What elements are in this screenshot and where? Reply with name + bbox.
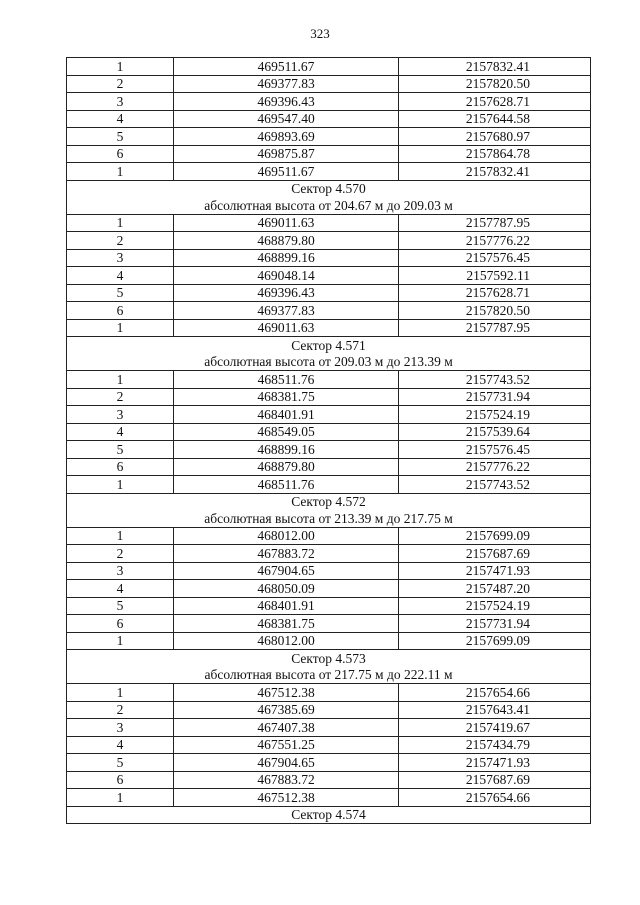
point-number: 4 xyxy=(67,423,174,441)
coordinate-y: 2157680.97 xyxy=(399,128,591,146)
sector-altitude-row xyxy=(67,510,591,527)
coordinate-y: 2157820.50 xyxy=(399,75,591,93)
point-number: 1 xyxy=(67,319,174,337)
point-number: 1 xyxy=(67,58,174,76)
coordinate-y: 2157524.19 xyxy=(399,406,591,424)
coordinate-x: 469377.83 xyxy=(174,75,399,93)
table-row xyxy=(67,93,591,111)
table-row xyxy=(67,406,591,424)
table-row xyxy=(67,562,591,580)
point-number: 3 xyxy=(67,406,174,424)
coordinate-x: 469011.63 xyxy=(174,214,399,232)
coordinate-y: 2157687.69 xyxy=(399,545,591,563)
coordinate-y: 2157628.71 xyxy=(399,93,591,111)
sector-title: Сектор 4.573 xyxy=(67,650,591,667)
coordinate-x: 468012.00 xyxy=(174,632,399,650)
point-number: 6 xyxy=(67,771,174,789)
coordinate-x: 469875.87 xyxy=(174,145,399,163)
sector-altitude-row xyxy=(67,667,591,684)
coordinate-x: 467512.38 xyxy=(174,684,399,702)
coordinate-y: 2157576.45 xyxy=(399,249,591,267)
point-number: 4 xyxy=(67,736,174,754)
point-number: 4 xyxy=(67,267,174,285)
point-number: 3 xyxy=(67,562,174,580)
coordinate-x: 468879.80 xyxy=(174,232,399,250)
coordinate-x: 469893.69 xyxy=(174,128,399,146)
point-number: 6 xyxy=(67,302,174,320)
coordinate-y: 2157471.93 xyxy=(399,562,591,580)
table-row xyxy=(67,701,591,719)
point-number: 5 xyxy=(67,441,174,459)
sector-title: Сектор 4.574 xyxy=(67,806,591,824)
coordinate-y: 2157787.95 xyxy=(399,319,591,337)
table-row xyxy=(67,441,591,459)
coordinate-y: 2157787.95 xyxy=(399,214,591,232)
coordinate-y: 2157643.41 xyxy=(399,701,591,719)
table-row xyxy=(67,423,591,441)
point-number: 2 xyxy=(67,701,174,719)
table-row xyxy=(67,754,591,772)
coordinate-y: 2157832.41 xyxy=(399,163,591,181)
point-number: 5 xyxy=(67,128,174,146)
coordinate-y: 2157576.45 xyxy=(399,441,591,459)
coordinate-y: 2157628.71 xyxy=(399,284,591,302)
table-row xyxy=(67,267,591,285)
sector-altitude: абсолютная высота от 209.03 м до 213.39 м xyxy=(67,354,591,371)
table-row xyxy=(67,249,591,267)
coordinate-x: 467512.38 xyxy=(174,789,399,807)
coordinate-y: 2157524.19 xyxy=(399,597,591,615)
coordinate-x: 468050.09 xyxy=(174,580,399,598)
coordinate-x: 468381.75 xyxy=(174,615,399,633)
sector-altitude: абсолютная высота от 213.39 м до 217.75 м xyxy=(67,510,591,527)
table-row xyxy=(67,476,591,494)
coordinate-x: 468899.16 xyxy=(174,249,399,267)
table-row xyxy=(67,580,591,598)
table-row xyxy=(67,232,591,250)
point-number: 5 xyxy=(67,754,174,772)
point-number: 5 xyxy=(67,597,174,615)
table-row xyxy=(67,58,591,76)
point-number: 3 xyxy=(67,93,174,111)
point-number: 1 xyxy=(67,163,174,181)
coordinate-x: 468511.76 xyxy=(174,476,399,494)
table-row xyxy=(67,319,591,337)
table-row xyxy=(67,75,591,93)
table-row xyxy=(67,597,591,615)
coordinate-y: 2157644.58 xyxy=(399,110,591,128)
coordinate-y: 2157539.64 xyxy=(399,423,591,441)
table-row xyxy=(67,771,591,789)
coordinate-y: 2157731.94 xyxy=(399,388,591,406)
table-row xyxy=(67,789,591,807)
point-number: 1 xyxy=(67,214,174,232)
sector-title-row xyxy=(67,180,591,197)
coordinate-x: 469048.14 xyxy=(174,267,399,285)
table-row xyxy=(67,145,591,163)
coordinates-table-body xyxy=(67,58,591,824)
table-row xyxy=(67,214,591,232)
point-number: 5 xyxy=(67,284,174,302)
table-row xyxy=(67,110,591,128)
table-row xyxy=(67,371,591,389)
coordinate-x: 467385.69 xyxy=(174,701,399,719)
coordinate-y: 2157832.41 xyxy=(399,58,591,76)
coordinate-x: 468012.00 xyxy=(174,527,399,545)
coordinate-x: 469547.40 xyxy=(174,110,399,128)
sector-title-row xyxy=(67,806,591,824)
coordinate-x: 469511.67 xyxy=(174,58,399,76)
point-number: 2 xyxy=(67,388,174,406)
table-row xyxy=(67,163,591,181)
point-number: 4 xyxy=(67,580,174,598)
coordinate-y: 2157864.78 xyxy=(399,145,591,163)
point-number: 6 xyxy=(67,145,174,163)
coordinate-y: 2157687.69 xyxy=(399,771,591,789)
coordinate-y: 2157654.66 xyxy=(399,789,591,807)
table-row xyxy=(67,128,591,146)
sector-title: Сектор 4.572 xyxy=(67,493,591,510)
sector-title-row xyxy=(67,650,591,667)
sector-title-row xyxy=(67,493,591,510)
coordinate-x: 469011.63 xyxy=(174,319,399,337)
coordinate-x: 468549.05 xyxy=(174,423,399,441)
table-row xyxy=(67,458,591,476)
coordinate-x: 468511.76 xyxy=(174,371,399,389)
coordinate-y: 2157776.22 xyxy=(399,458,591,476)
table-row xyxy=(67,615,591,633)
coordinate-x: 468401.91 xyxy=(174,406,399,424)
coordinate-x: 467904.65 xyxy=(174,754,399,772)
table-row xyxy=(67,527,591,545)
coordinate-y: 2157699.09 xyxy=(399,527,591,545)
sector-altitude: абсолютная высота от 204.67 м до 209.03 м xyxy=(67,197,591,214)
point-number: 3 xyxy=(67,719,174,737)
coordinate-y: 2157731.94 xyxy=(399,615,591,633)
point-number: 1 xyxy=(67,371,174,389)
coordinate-y: 2157487.20 xyxy=(399,580,591,598)
table-row xyxy=(67,736,591,754)
coordinate-x: 468879.80 xyxy=(174,458,399,476)
table-row xyxy=(67,545,591,563)
coordinate-x: 469396.43 xyxy=(174,93,399,111)
point-number: 1 xyxy=(67,527,174,545)
sector-title-row xyxy=(67,337,591,354)
sector-altitude: абсолютная высота от 217.75 м до 222.11 м xyxy=(67,667,591,684)
coordinate-x: 468899.16 xyxy=(174,441,399,459)
coordinate-x: 467883.72 xyxy=(174,545,399,563)
point-number: 2 xyxy=(67,75,174,93)
coordinate-y: 2157776.22 xyxy=(399,232,591,250)
coordinate-y: 2157699.09 xyxy=(399,632,591,650)
sector-altitude-row xyxy=(67,197,591,214)
coordinate-x: 468401.91 xyxy=(174,597,399,615)
coordinate-y: 2157471.93 xyxy=(399,754,591,772)
point-number: 4 xyxy=(67,110,174,128)
coordinate-y: 2157434.79 xyxy=(399,736,591,754)
point-number: 1 xyxy=(67,632,174,650)
point-number: 6 xyxy=(67,615,174,633)
table-row xyxy=(67,719,591,737)
sector-altitude-row xyxy=(67,354,591,371)
sector-title: Сектор 4.570 xyxy=(67,180,591,197)
coordinate-y: 2157592.11 xyxy=(399,267,591,285)
coordinate-x: 469377.83 xyxy=(174,302,399,320)
table-row xyxy=(67,632,591,650)
point-number: 3 xyxy=(67,249,174,267)
coordinate-x: 469396.43 xyxy=(174,284,399,302)
coordinate-x: 469511.67 xyxy=(174,163,399,181)
coordinate-x: 467407.38 xyxy=(174,719,399,737)
page-number: 323 xyxy=(310,26,330,41)
table-row xyxy=(67,388,591,406)
coordinate-x: 467883.72 xyxy=(174,771,399,789)
point-number: 2 xyxy=(67,232,174,250)
point-number: 1 xyxy=(67,789,174,807)
coordinate-y: 2157419.67 xyxy=(399,719,591,737)
table-row xyxy=(67,302,591,320)
point-number: 6 xyxy=(67,458,174,476)
coordinate-y: 2157743.52 xyxy=(399,476,591,494)
point-number: 1 xyxy=(67,476,174,494)
table-row xyxy=(67,684,591,702)
sector-title: Сектор 4.571 xyxy=(67,337,591,354)
coordinate-x: 468381.75 xyxy=(174,388,399,406)
coordinates-table xyxy=(66,57,591,824)
point-number: 2 xyxy=(67,545,174,563)
coordinate-y: 2157654.66 xyxy=(399,684,591,702)
table-row xyxy=(67,284,591,302)
point-number: 1 xyxy=(67,684,174,702)
coordinate-y: 2157743.52 xyxy=(399,371,591,389)
coordinate-y: 2157820.50 xyxy=(399,302,591,320)
coordinate-x: 467904.65 xyxy=(174,562,399,580)
coordinate-x: 467551.25 xyxy=(174,736,399,754)
